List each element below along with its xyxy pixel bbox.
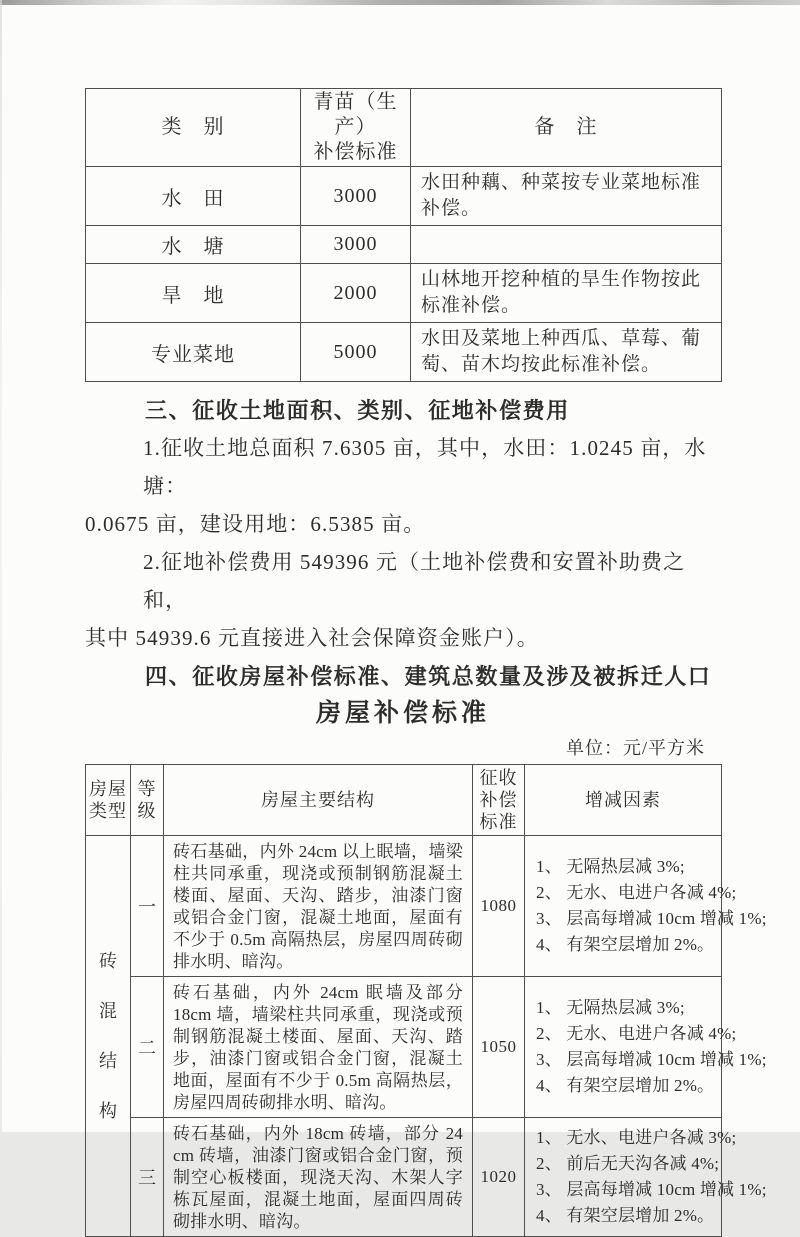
paragraph-line: 0.0675 亩，建设用地：6.5385 亩。: [85, 512, 426, 536]
scan-edge-left: [0, 0, 2, 1132]
crop-table-header-row: [86, 89, 722, 167]
crop-header-category: 类 别: [86, 89, 301, 167]
crop-category: 专业菜地: [86, 323, 301, 382]
unit-note: 单位：元/平方米: [565, 738, 705, 758]
table-row: [86, 323, 722, 382]
table-row: [86, 264, 722, 323]
factor-line: 2、 无水、电进户各减 4%;: [536, 1024, 737, 1043]
crop-standard: 3000: [301, 167, 411, 226]
house-header-standard: 征收补偿标准: [473, 765, 525, 836]
standard-cell: 1080: [473, 836, 525, 977]
structure-cell: 砖石基础，内外 24cm 以上眠墙，墙梁柱共同承重，现浇或预制钢筋混凝土楼面、屋面、天沟、踏步，油漆门窗或铝合金门窗，混凝土地面，屋面有不少于 0.5m 高隔热层，房屋四周砖砌排水明、暗沟。: [164, 836, 473, 977]
crop-standard: 5000: [301, 323, 411, 382]
house-table-title: 房屋补偿标准: [315, 700, 490, 727]
house-type-cell: [86, 836, 131, 1237]
factor-line: 4、 有架空层增加 2%。: [536, 935, 715, 954]
house-header-factors: 增减因素: [525, 765, 722, 836]
crop-category: 旱 地: [86, 264, 301, 323]
crop-category: 水 塘: [86, 226, 301, 264]
factor-line: 2、 前后无天沟各减 4%;: [536, 1154, 720, 1173]
standard-cell: 1050: [473, 977, 525, 1118]
factor-line: 4、 有架空层增加 2%。: [536, 1076, 715, 1095]
factor-line: 1、 无隔热层减 3%;: [536, 857, 685, 876]
factors-cell: [525, 977, 767, 1118]
table-row: [86, 1118, 722, 1237]
table-row: [86, 226, 722, 264]
table-row: [86, 836, 722, 977]
crop-standard: 3000: [301, 226, 411, 264]
crop-header-note: 备 注: [411, 89, 722, 167]
table-row: [86, 977, 722, 1118]
crop-header-standard-line2: 补偿标准: [313, 141, 398, 163]
factor-line: 3、 层高每增减 10cm 增减 1%;: [536, 1050, 767, 1069]
crop-header-standard-line1: 青苗（生产）: [313, 91, 398, 138]
paragraph-line: 2.征地补偿费用 549396 元（土地补偿费和安置补助费之和，: [143, 550, 686, 612]
house-header-type: 房屋类型: [86, 765, 131, 836]
crop-standard: 2000: [301, 264, 411, 323]
factor-line: 1、 无隔热层减 3%;: [536, 998, 685, 1017]
house-header-structure: 房屋主要结构: [164, 765, 473, 836]
table-row: [86, 167, 722, 226]
house-header-grade: 等级: [131, 765, 164, 836]
crop-compensation-table: [85, 88, 722, 382]
factor-line: 4、 有架空层增加 2%。: [536, 1206, 715, 1225]
crop-note: 山林地开挖种植的旱生作物按此标准补偿。: [411, 264, 722, 323]
factors-cell: [525, 836, 767, 977]
crop-category: 水 田: [86, 167, 301, 226]
house-compensation-table: [85, 764, 767, 1237]
section-four-heading: 四、征收房屋补偿标准、建筑总数量及涉及被拆迁人口: [145, 664, 712, 689]
factor-line: 1、 无水、电进户各减 3%;: [536, 1128, 737, 1147]
factor-line: 3、 层高每增减 10cm 增减 1%;: [536, 909, 767, 928]
scan-edge-top: [0, 0, 800, 5]
crop-note: [411, 226, 722, 264]
document-content: [85, 88, 767, 1237]
paragraph-line: 1.征收土地总面积 7.6305 亩，其中，水田：1.0245 亩，水塘：: [143, 436, 707, 498]
structure-cell: 砖石基础，内外 18cm 砖墙，部分 24 cm 砖墙，油漆门窗或铝合金门窗，预制空心板楼面，现浇天沟、木架人字栋瓦屋面，混凝土地面，屋面四周砖砌排水明、暗沟。: [164, 1118, 473, 1237]
standard-cell: 1020: [473, 1118, 525, 1237]
factor-line: 3、 层高每增减 10cm 增减 1%;: [536, 1180, 767, 1199]
house-table-header-row: [86, 765, 722, 836]
factor-line: 2、 无水、电进户各减 4%;: [536, 883, 737, 902]
house-type-vertical-label: 砖混结构: [99, 951, 117, 1121]
grade-cell: 一: [131, 836, 164, 977]
paragraph-line: 其中 54939.6 元直接进入社会保障资金账户）。: [85, 626, 539, 650]
factors-cell: [525, 1118, 767, 1237]
structure-cell: 砖石基础，内外 24cm 眠墙及部分 18cm 墙，墙梁柱共同承重，现浇或预制钢筋混凝土楼面、屋面、天沟、踏步，油漆门窗或铝合金门窗，混凝土地面，屋面有不少于 0.5m 高隔热层，房屋四周砖砌排水明、暗沟。: [164, 977, 473, 1118]
grade-cell: 二: [131, 977, 164, 1118]
crop-note: 水田种藕、种菜按专业菜地标准补偿。: [411, 167, 722, 226]
crop-note: 水田及菜地上种西瓜、草莓、葡萄、苗木均按此标准补偿。: [411, 323, 722, 382]
crop-header-standard: [301, 89, 411, 167]
grade-cell: 三: [131, 1118, 164, 1237]
section-three-heading: 三、征收土地面积、类别、征地补偿费用: [145, 398, 570, 423]
